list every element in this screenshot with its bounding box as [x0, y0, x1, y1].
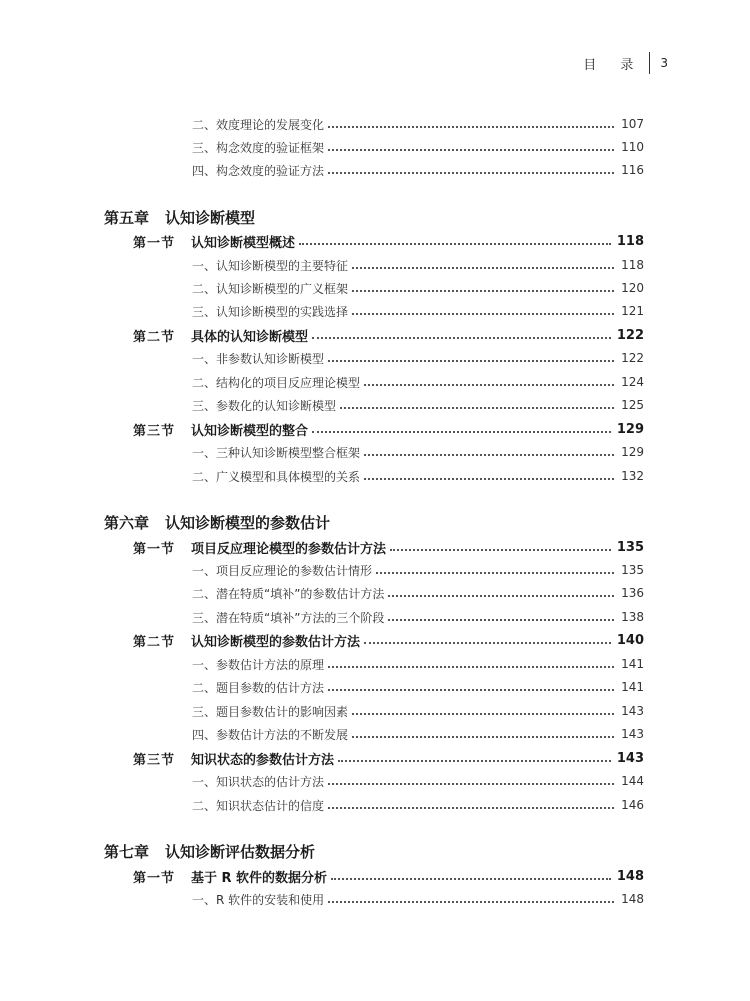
leader-dots [299, 243, 611, 245]
leader-dots [338, 760, 611, 762]
toc-entry[interactable]: 一、认知诊断模型的主要特征 118 [192, 258, 644, 273]
toc-entry[interactable]: 二、效度理论的发展变化 107 [192, 117, 644, 132]
header-divider [649, 52, 650, 74]
chapter-heading[interactable]: 第五章 认知诊断模型 [104, 208, 256, 227]
leader-dots [328, 149, 614, 151]
section-entry[interactable]: 第二节 认知诊断模型的参数估计方法 140 [133, 632, 644, 650]
toc-entry[interactable]: 二、题目参数的估计方法 141 [192, 680, 644, 695]
leader-dots [364, 454, 614, 456]
toc-entry[interactable]: 二、知识状态估计的信度 146 [192, 798, 644, 813]
leader-dots [328, 360, 614, 362]
toc-entry[interactable]: 三、潜在特质“填补”方法的三个阶段 138 [192, 610, 644, 625]
leader-dots [364, 478, 614, 480]
toc-entry[interactable]: 三、参数化的认知诊断模型 125 [192, 398, 644, 413]
leader-dots [376, 572, 614, 574]
toc-entry[interactable]: 二、结构化的项目反应理论模型 124 [192, 375, 644, 390]
toc-entry[interactable]: 一、R 软件的安装和使用 148 [192, 892, 644, 907]
toc-entry[interactable]: 一、知识状态的估计方法 144 [192, 774, 644, 789]
section-entry[interactable]: 第三节 知识状态的参数估计方法 143 [133, 750, 644, 768]
leader-dots [388, 595, 614, 597]
leader-dots [328, 126, 614, 128]
section-entry[interactable]: 第二节 具体的认知诊断模型 122 [133, 327, 644, 345]
section-entry[interactable]: 第一节 基于 R 软件的数据分析 148 [133, 868, 644, 886]
toc-entry[interactable]: 一、参数估计方法的原理 141 [192, 657, 644, 672]
leader-dots [388, 619, 614, 621]
leader-dots [328, 783, 614, 785]
toc-entry[interactable]: 一、项目反应理论的参数估计情形 135 [192, 563, 644, 578]
leader-dots [352, 290, 614, 292]
section-entry[interactable]: 第一节 项目反应理论模型的参数估计方法 135 [133, 539, 644, 557]
leader-dots [352, 267, 614, 269]
leader-dots [364, 642, 611, 644]
toc-entry[interactable]: 二、广义模型和具体模型的关系 132 [192, 469, 644, 484]
leader-dots [364, 384, 614, 386]
toc-entry[interactable]: 四、参数估计方法的不断发展 143 [192, 727, 644, 742]
leader-dots [340, 407, 614, 409]
leader-dots [312, 431, 611, 433]
leader-dots [328, 666, 614, 668]
header-title: 目 录 [583, 57, 644, 73]
toc-entry[interactable]: 二、认知诊断模型的广义框架 120 [192, 281, 644, 296]
section-entry[interactable]: 第三节 认知诊断模型的整合 129 [133, 421, 644, 439]
page-number: 3 [660, 56, 668, 70]
page-header [583, 52, 668, 74]
leader-dots [390, 549, 611, 551]
section-entry[interactable]: 第一节 认知诊断模型概述 118 [133, 233, 644, 251]
chapter-heading[interactable]: 第七章 认知诊断评估数据分析 [104, 842, 316, 861]
leader-dots [331, 878, 611, 880]
toc-entry[interactable]: 二、潜在特质“填补”的参数估计方法 136 [192, 586, 644, 601]
leader-dots [328, 172, 614, 174]
leader-dots [352, 313, 614, 315]
leader-dots [352, 736, 614, 738]
toc-entry[interactable]: 三、构念效度的验证框架 110 [192, 140, 644, 155]
leader-dots [352, 713, 614, 715]
toc-entry[interactable]: 四、构念效度的验证方法 116 [192, 163, 644, 178]
toc-entry[interactable]: 三、认知诊断模型的实践选择 121 [192, 304, 644, 319]
chapter-heading[interactable]: 第六章 认知诊断模型的参数估计 [104, 513, 331, 532]
leader-dots [328, 807, 614, 809]
leader-dots [328, 901, 614, 903]
toc-entry[interactable]: 三、题目参数估计的影响因素 143 [192, 704, 644, 719]
leader-dots [312, 337, 611, 339]
toc-entry[interactable]: 一、非参数认知诊断模型 122 [192, 351, 644, 366]
toc-entry[interactable]: 一、三种认知诊断模型整合框架 129 [192, 445, 644, 460]
leader-dots [328, 689, 614, 691]
